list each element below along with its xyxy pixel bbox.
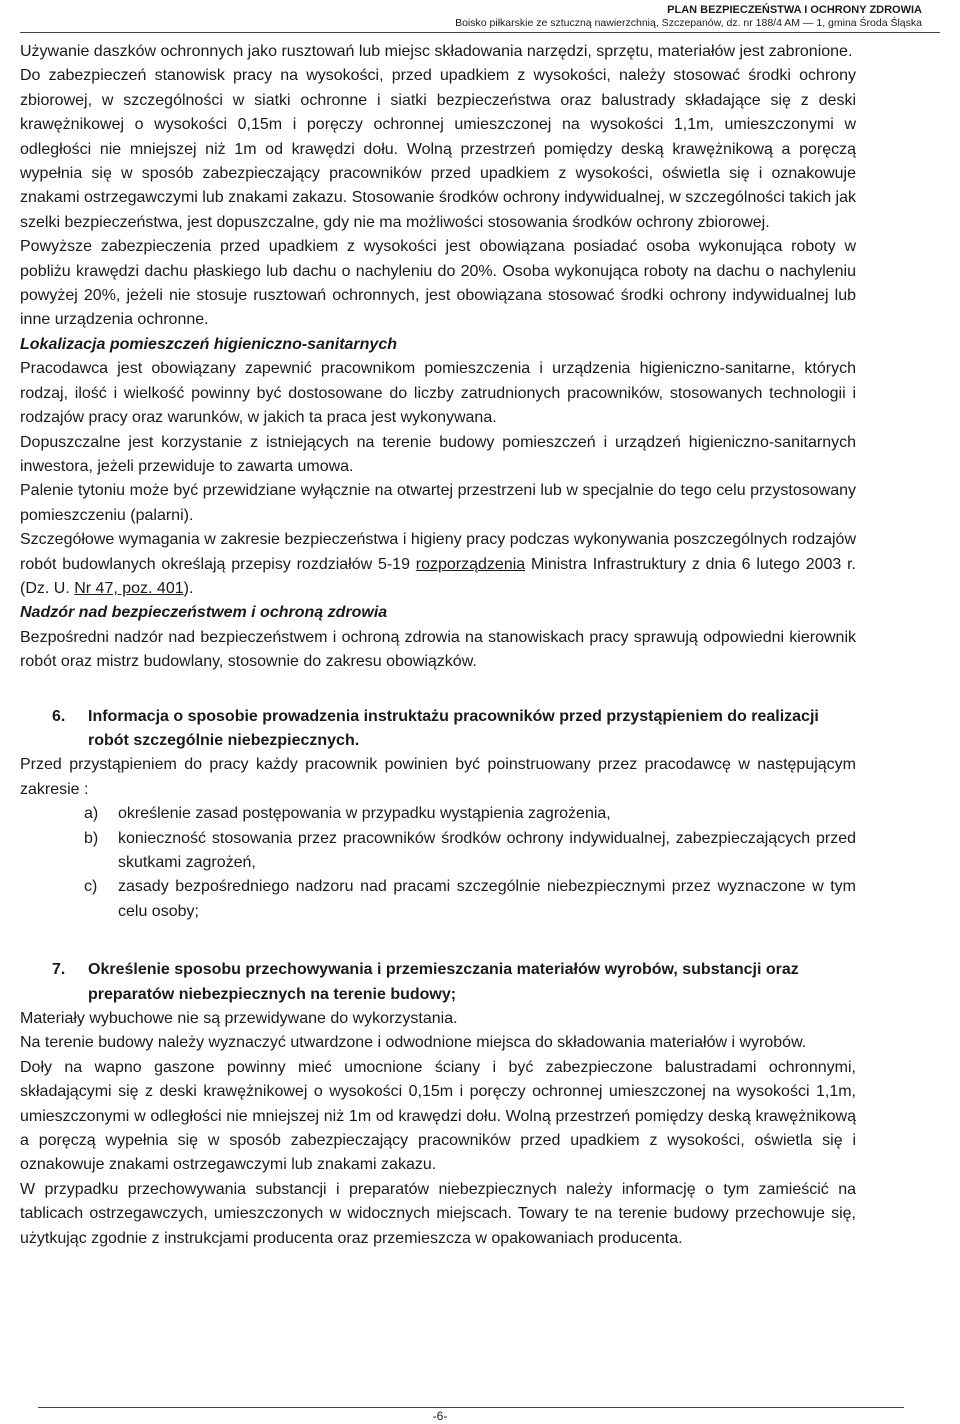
list-text: konieczność stosowania przez pracowników środków ochrony indywidualnej, zabezpieczających przed skutkami zagrożeń, xyxy=(118,829,856,871)
section-title: Określenie sposobu przechowywania i przemieszczania materiałów wyrobów, substancji oraz preparatów niebezpiecznych na terenie budowy; xyxy=(88,961,799,1003)
subheading-supervision: Nadzór nad bezpieczeństwem i ochroną zdrowia xyxy=(20,604,388,622)
paragraph: Doły na wapno gaszone powinny mieć umocnione ściany i być zabezpieczone balustradami ochronnymi, składającymi się z deski krawężnikowej o wysokości 0,15m i poręczy ochronnej umieszczonej na wysokości 1,1m, umieszczonymi w odległości nie mniejszej niż 1m od krawędzi dołu. Wolną przestrzeń pomiędzy deską krawężnikową a poręczą wypełnia się w sposób zabezpieczający pracowników przed upadkiem z wysokości, oświetla się i oznakowuje znakami ostrzegawczymi lub znakami zakazu. xyxy=(20,1058,856,1174)
paragraph-regulations xyxy=(20,528,856,601)
regulation-link[interactable]: rozporządzenia xyxy=(415,555,526,573)
list-text: określenie zasad postępowania w przypadku wystąpienia zagrożenia, xyxy=(118,805,611,823)
document-body xyxy=(20,40,856,1251)
section-number: 7. xyxy=(52,961,66,979)
list-label: b) xyxy=(84,829,99,847)
subheading-hygiene: Lokalizacja pomieszczeń higieniczno-sanitarnych xyxy=(20,335,397,353)
paragraph-text: ). xyxy=(183,579,194,597)
page-header xyxy=(455,4,922,30)
instruction-list xyxy=(20,802,856,924)
header-title: PLAN BEZPIECZEŃSTWA I OCHRONY ZDROWIA xyxy=(667,4,922,16)
paragraph: Używanie daszków ochronnych jako rusztowań lub miejsc składowania narzędzi, sprzętu, materiałów jest zabronione. xyxy=(20,43,853,60)
list-item xyxy=(20,802,856,826)
section-7-heading xyxy=(20,958,856,1007)
list-label: a) xyxy=(84,805,99,823)
paragraph: Bezpośredni nadzór nad bezpieczeństwem i ochroną zdrowia na stanowiskach pracy sprawują odpowiedni kierownik robót oraz mistrz budowlany, stosownie do zakresu obowiązków. xyxy=(20,628,856,671)
list-text: zasady bezpośredniego nadzoru nad pracami szczególnie niebezpiecznymi przez wyznaczone w tym celu osoby; xyxy=(118,878,856,920)
list-item xyxy=(20,827,856,876)
list-label: c) xyxy=(84,878,98,896)
header-subtitle: Boisko piłkarskie ze sztuczną nawierzchnią, Szczepanów, dz. nr 188/4 AM — 1, gmina Środa Śląska xyxy=(455,17,922,29)
section-title: Informacja o sposobie prowadzenia instruktażu pracowników przed przystąpieniem do realizacji robót szczególnie niebezpiecznych. xyxy=(88,707,819,749)
paragraph: Do zabezpieczeń stanowisk pracy na wysokości, przed upadkiem z wysokości, należy stosować środki ochrony zbiorowej, w szczególności w siatki ochronne i siatki bezpieczeństwa oraz balustrady składające się z deski krawężnikowej o wysokości 0,15m i poręczy ochronnej umieszczonej na wysokości 1,1m, umieszczonymi w odległości nie mniejszej niż 1m od krawędzi dołu. Wolną przestrzeń pomiędzy deską krawężnikową a poręczą wypełnia się w sposób zabezpieczający pracowników przed upadkiem z wysokości, oświetla się i oznakowuje znakami ostrzegawczymi lub znakami zakazu. Stosowanie środków ochrony indywidualnej, w szczególności takich jak szelki bezpieczeństwa, jest dopuszczalne, gdy nie ma możliwości stosowania środków ochrony zbiorowej. xyxy=(20,67,856,231)
paragraph: Na terenie budowy należy wyznaczyć utwardzone i odwodnione miejsca do składowania materiałów i wyrobów. xyxy=(20,1034,807,1052)
list-item xyxy=(20,875,856,924)
header-divider xyxy=(20,32,940,33)
section-6-heading xyxy=(20,705,856,754)
paragraph-text: Ministra Infrastruktury z dnia 6 lutego 2003 r. (Dz. U. xyxy=(20,555,856,597)
page-number: -6- xyxy=(432,1409,448,1423)
paragraph: Dopuszczalne jest korzystanie z istniejących na terenie budowy pomieszczeń i urządzeń higieniczno-sanitarnych inwestora, jeżeli przewiduje to zawarta umowa. xyxy=(20,433,856,475)
paragraph: Przed przystąpieniem do pracy każdy pracownik powinien być poinstruowany przez pracodawcę w następującym zakresie : xyxy=(20,756,856,798)
paragraph: Powyższe zabezpieczenia przed upadkiem z wysokości jest obowiązana posiadać osoba wykonująca roboty w pobliżu krawędzi dachu płaskiego lub dachu o nachyleniu do 20%. Osoba wykonująca roboty na dachu o nachyleniu powyżej 20%, jeżeli nie stosuje rusztowań ochronnych, jest obowiązana stosować środki ochrony indywidualnej lub inne urządzenia ochronne. xyxy=(20,238,856,329)
journal-link[interactable]: Nr 47, poz. 401 xyxy=(74,579,184,597)
paragraph: Materiały wybuchowe nie są przewidywane do wykorzystania. xyxy=(20,1010,458,1028)
paragraph: Palenie tytoniu może być przewidziane wyłącznie na otwartej przestrzeni lub w specjalnie do tego celu przystosowany pomieszczeniu (palarni). xyxy=(20,482,856,524)
paragraph: W przypadku przechowywania substancji i preparatów niebezpiecznych należy informację o tym zamieścić na tablicach ostrzegawczych, umieszczonych w widocznych miejscach. Towary te na terenie budowy przechowuje się, użytkując zgodnie z instrukcjami producenta oraz przemieszcza w opakowaniach producenta. xyxy=(20,1180,856,1247)
paragraph-text: Szczegółowe wymagania w zakresie bezpieczeństwa i higieny pracy podczas wykonywania poszczególnych rodzajów robót budowlanych określają przepisy rozdziałów 5-19 xyxy=(20,531,856,573)
section-number: 6. xyxy=(52,707,66,725)
footer-divider xyxy=(38,1407,904,1408)
paragraph: Pracodawca jest obowiązany zapewnić pracownikom pomieszczenia i urządzenia higieniczno-sanitarne, których rodzaj, ilość i wielkość powinny być dostosowane do liczby zatrudnionych pracowników, stosowanych technologii i rodzajów pracy oraz warunków, w jakich ta praca jest wykonywana. xyxy=(20,360,856,427)
